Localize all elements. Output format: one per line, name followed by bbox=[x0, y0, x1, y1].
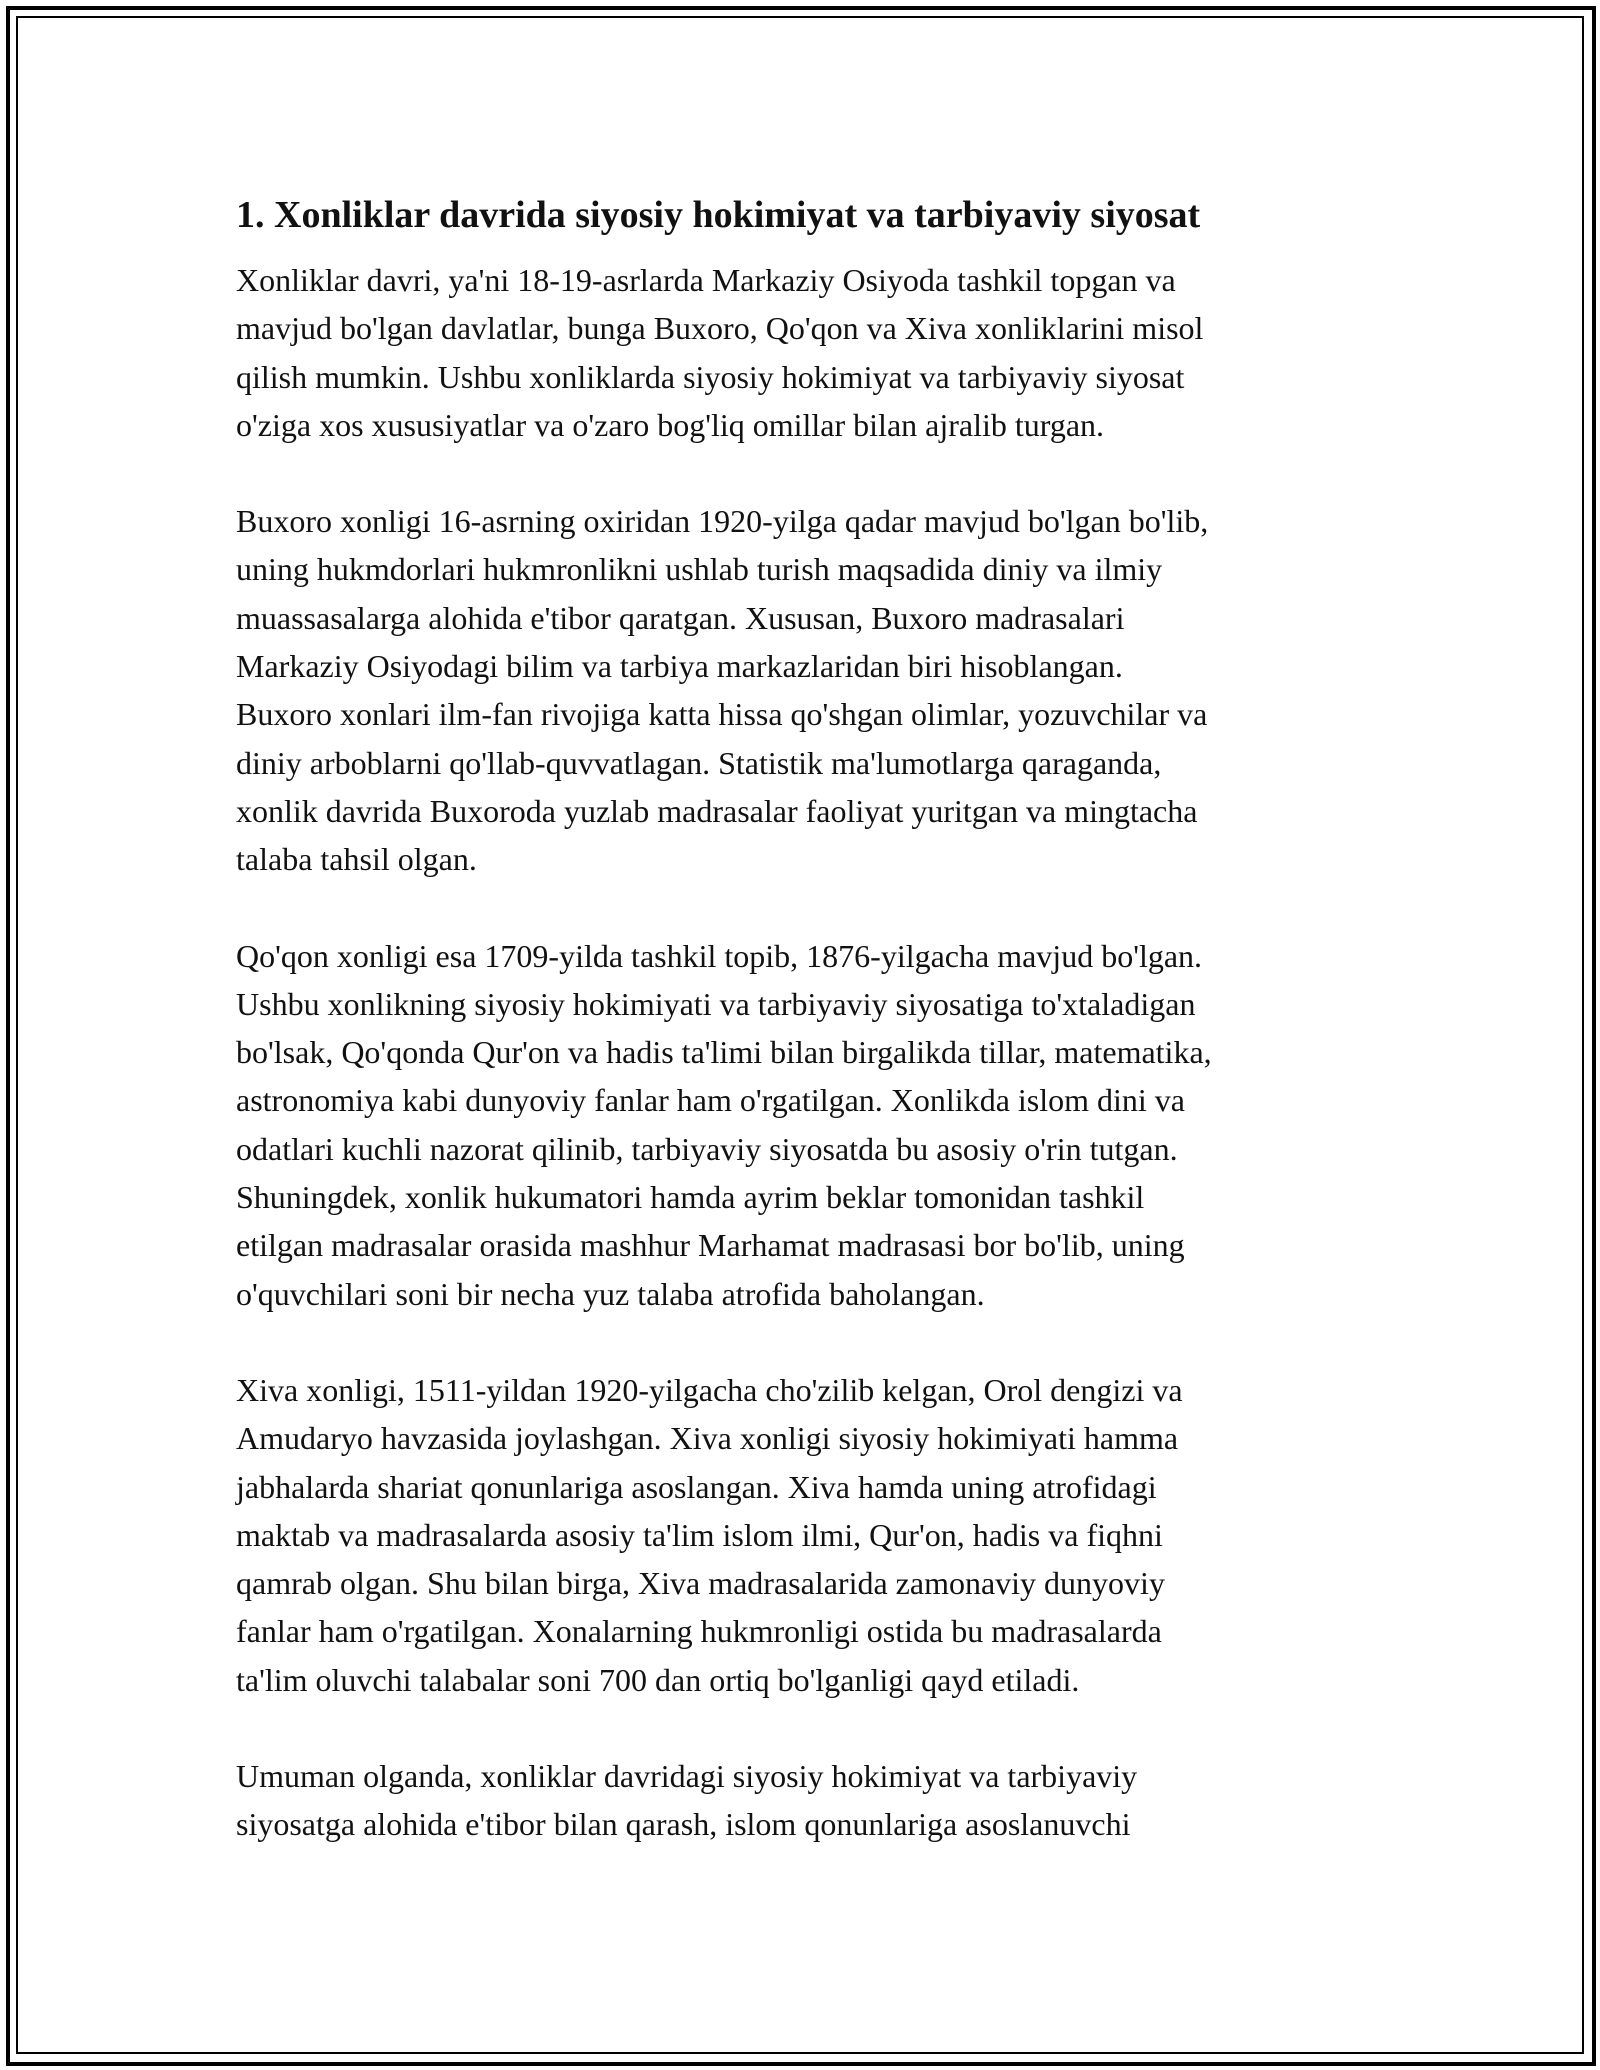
text-line: diniy arboblarni qo'llab-quvvatlagan. Statistik ma'lumotlarga qaraganda, bbox=[236, 744, 1162, 781]
text-line: Xiva xonligi, 1511-yildan 1920-yilgacha cho'zilib kelgan, Orol dengizi va bbox=[236, 1371, 1183, 1408]
text-line: o'ziga xos xususiyatlar va o'zaro bog'liq omillar bilan ajralib turgan. bbox=[236, 406, 1105, 443]
text-line: astronomiya kabi dunyoviy fanlar ham o'rgatilgan. Xonlikda islom dini va bbox=[236, 1082, 1185, 1119]
text-line: muassasalarga alohida e'tibor qaratgan. Xususan, Buxoro madrasalari bbox=[236, 599, 1125, 636]
text-line: xonlik davrida Buxoroda yuzlab madrasalar faoliyat yuritgan va mingtacha bbox=[236, 792, 1198, 829]
text-line: Qo'qon xonligi esa 1709-yilda tashkil topib, 1876-yilgacha mavjud bo'lgan. bbox=[236, 937, 1203, 974]
text-line: o'quvchilari soni bir necha yuz talaba atrofida baholangan. bbox=[236, 1275, 985, 1312]
text-line: qilish mumkin. Ushbu xonliklarda siyosiy hokimiyat va tarbiyaviy siyosat bbox=[236, 358, 1185, 395]
paragraph-conclusion bbox=[236, 1752, 1376, 1849]
paragraph-qoqon bbox=[236, 932, 1376, 1318]
text-line: siyosatga alohida e'tibor bilan qarash, islom qonunlariga asoslanuvchi bbox=[236, 1806, 1131, 1843]
document-body bbox=[236, 188, 1376, 1897]
text-line: Amudaryo havzasida joylashgan. Xiva xonligi siyosiy hokimiyati hamma bbox=[236, 1420, 1179, 1457]
section-heading: 1. Xonliklar davrida siyosiy hokimiyat va tarbiyaviy siyosat bbox=[236, 194, 1201, 236]
text-line: Buxoro xonligi 16-asrning oxiridan 1920-yilga qadar mavjud bo'lgan bo'lib, bbox=[236, 503, 1209, 540]
text-line: Ushbu xonlikning siyosiy hokimiyati va tarbiyaviy siyosatiga to'xtaladigan bbox=[236, 985, 1196, 1022]
text-line: Markaziy Osiyodagi bilim va tarbiya markazlaridan biri hisoblangan. bbox=[236, 648, 1123, 685]
text-line: odatlari kuchli nazorat qilinib, tarbiyaviy siyosatda bu asosiy o'rin tutgan. bbox=[236, 1130, 1178, 1167]
text-line: Shuningdek, xonlik hukumatori hamda ayrim beklar tomonidan tashkil bbox=[236, 1179, 1145, 1216]
text-line: Umuman olganda, xonliklar davridagi siyosiy hokimiyat va tarbiyaviy bbox=[236, 1758, 1138, 1795]
text-line: mavjud bo'lgan davlatlar, bunga Buxoro, Qo'qon va Xiva xonliklarini misol bbox=[236, 310, 1204, 347]
text-line: Buxoro xonlari ilm-fan rivojiga katta hissa qo'shgan olimlar, yozuvchilar va bbox=[236, 696, 1208, 733]
paragraph-intro bbox=[236, 256, 1376, 449]
text-line: jabhalarda shariat qonunlariga asoslangan. Xiva hamda uning atrofidagi bbox=[236, 1468, 1157, 1505]
text-line: ta'lim oluvchi talabalar soni 700 dan ortiq bo'lganligi qayd etiladi. bbox=[236, 1661, 1080, 1698]
paragraph-buxoro bbox=[236, 497, 1376, 883]
text-line: bo'lsak, Qo'qonda Qur'on va hadis ta'limi bilan birgalikda tillar, matematika, bbox=[236, 1034, 1212, 1071]
text-line: etilgan madrasalar orasida mashhur Marhamat madrasasi bor bo'lib, uning bbox=[236, 1227, 1185, 1264]
text-line: maktab va madrasalarda asosiy ta'lim islom ilmi, Qur'on, hadis va fiqhni bbox=[236, 1516, 1163, 1553]
text-line: talaba tahsil olgan. bbox=[236, 841, 477, 878]
text-line: qamrab olgan. Shu bilan birga, Xiva madrasalarida zamonaviy dunyoviy bbox=[236, 1565, 1165, 1602]
text-line: fanlar ham o'rgatilgan. Xonalarning hukmronligi ostida bu madrasalarda bbox=[236, 1613, 1162, 1650]
paragraph-xiva bbox=[236, 1366, 1376, 1704]
text-line: Xonliklar davri, ya'ni 18-19-asrlarda Markaziy Osiyoda tashkil topgan va bbox=[236, 262, 1176, 298]
text-line: uning hukmdorlari hukmronlikni ushlab turish maqsadida diniy va ilmiy bbox=[236, 551, 1163, 588]
